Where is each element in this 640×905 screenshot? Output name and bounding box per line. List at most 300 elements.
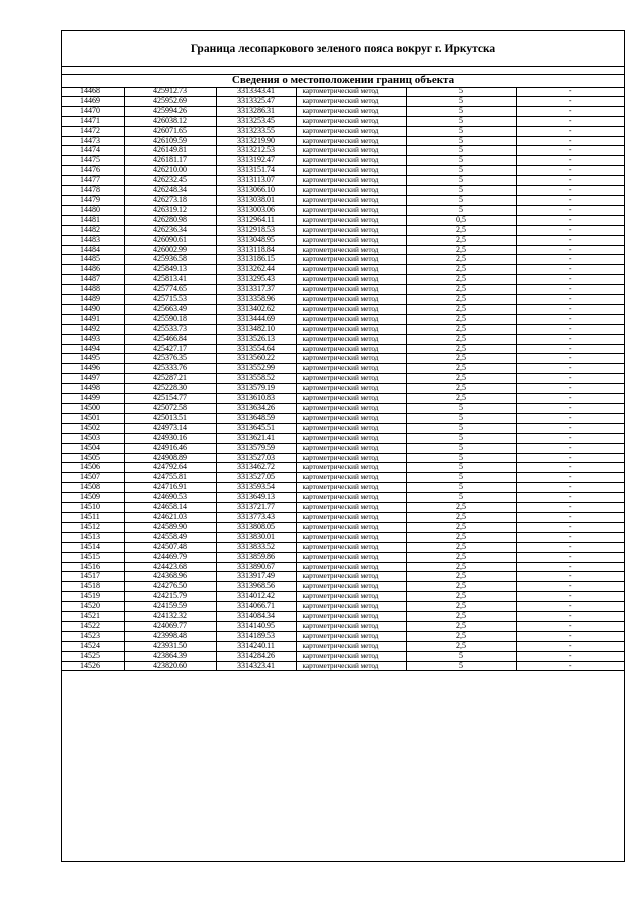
table-row [62, 106, 624, 116]
note-cell: - [516, 542, 624, 552]
coord-x-cell: 425333.76 [124, 364, 216, 374]
coord-y-cell: 3313610.83 [216, 394, 296, 404]
accuracy-cell: 2,5 [406, 522, 516, 532]
coord-y-cell: 3313579.59 [216, 443, 296, 453]
method-cell: картометрический метод [296, 453, 406, 463]
coord-x-cell: 426002.99 [124, 245, 216, 255]
accuracy-cell: 5 [406, 661, 516, 671]
table-row [62, 612, 624, 622]
table-row [62, 265, 624, 275]
point-number-cell: 14507 [62, 473, 124, 483]
table-row [62, 146, 624, 156]
point-number-cell: 14495 [62, 354, 124, 364]
point-number-cell: 14516 [62, 562, 124, 572]
coord-x-cell: 424215.79 [124, 592, 216, 602]
coord-y-cell: 3313192.47 [216, 156, 296, 166]
coord-x-cell: 425774.65 [124, 285, 216, 295]
table-row [62, 542, 624, 552]
table-row [62, 562, 624, 572]
accuracy-cell: 5 [406, 443, 516, 453]
accuracy-cell: 2,5 [406, 552, 516, 562]
accuracy-cell: 2,5 [406, 532, 516, 542]
document-frame [61, 30, 625, 862]
method-cell: картометрический метод [296, 592, 406, 602]
point-number-cell: 14524 [62, 641, 124, 651]
point-number-cell: 14504 [62, 443, 124, 453]
coord-x-cell: 425533.73 [124, 324, 216, 334]
coord-y-cell: 3313462.72 [216, 463, 296, 473]
point-number-cell: 14482 [62, 225, 124, 235]
table-row [62, 126, 624, 136]
table-row [62, 572, 624, 582]
point-number-cell: 14488 [62, 285, 124, 295]
method-cell: картометрический метод [296, 374, 406, 384]
document-title: Граница лесопаркового зеленого пояса вокруг г. Иркутска [62, 31, 624, 67]
table-row [62, 324, 624, 334]
coord-x-cell: 426280.98 [124, 215, 216, 225]
accuracy-cell: 5 [406, 106, 516, 116]
table-row [62, 374, 624, 384]
point-number-cell: 14518 [62, 582, 124, 592]
accuracy-cell: 2,5 [406, 235, 516, 245]
point-number-cell: 14472 [62, 126, 124, 136]
table-row [62, 413, 624, 423]
point-number-cell: 14478 [62, 186, 124, 196]
coord-x-cell: 424792.64 [124, 463, 216, 473]
coord-y-cell: 3313648.59 [216, 413, 296, 423]
method-cell: картометрический метод [296, 275, 406, 285]
coord-x-cell: 424908.89 [124, 453, 216, 463]
accuracy-cell: 5 [406, 156, 516, 166]
coord-y-cell: 3313917.49 [216, 572, 296, 582]
coord-x-cell: 426181.17 [124, 156, 216, 166]
method-cell: картометрический метод [296, 512, 406, 522]
accuracy-cell: 2,5 [406, 572, 516, 582]
table-row [62, 275, 624, 285]
table-row [62, 354, 624, 364]
method-cell: картометрический метод [296, 651, 406, 661]
method-cell: картометрический метод [296, 354, 406, 364]
coord-y-cell: 3313151.74 [216, 166, 296, 176]
note-cell: - [516, 285, 624, 295]
accuracy-cell: 2,5 [406, 245, 516, 255]
note-cell: - [516, 562, 624, 572]
coord-y-cell: 3313402.62 [216, 304, 296, 314]
coord-x-cell: 423864.39 [124, 651, 216, 661]
accuracy-cell: 5 [406, 651, 516, 661]
method-cell: картометрический метод [296, 602, 406, 612]
accuracy-cell: 5 [406, 493, 516, 503]
table-row [62, 592, 624, 602]
note-cell: - [516, 106, 624, 116]
coord-x-cell: 425427.17 [124, 344, 216, 354]
method-cell: картометрический метод [296, 225, 406, 235]
method-cell: картометрический метод [296, 413, 406, 423]
coord-x-cell: 425994.26 [124, 106, 216, 116]
table-row [62, 96, 624, 106]
note-cell: - [516, 433, 624, 443]
coord-x-cell: 424589.90 [124, 522, 216, 532]
coord-y-cell: 3313558.52 [216, 374, 296, 384]
point-number-cell: 14490 [62, 304, 124, 314]
point-number-cell: 14485 [62, 255, 124, 265]
note-cell: - [516, 116, 624, 126]
coord-x-cell: 424132.32 [124, 612, 216, 622]
point-number-cell: 14497 [62, 374, 124, 384]
coord-y-cell: 3313808.05 [216, 522, 296, 532]
coord-y-cell: 3313048.95 [216, 235, 296, 245]
coord-x-cell: 425936.58 [124, 255, 216, 265]
note-cell: - [516, 522, 624, 532]
coordinates-table [62, 87, 624, 671]
table-row [62, 503, 624, 513]
coord-x-cell: 425590.18 [124, 314, 216, 324]
method-cell: картометрический метод [296, 522, 406, 532]
coord-y-cell: 3313066.10 [216, 186, 296, 196]
coord-y-cell: 3313444.69 [216, 314, 296, 324]
method-cell: картометрический метод [296, 186, 406, 196]
method-cell: картометрический метод [296, 612, 406, 622]
table-row [62, 285, 624, 295]
table-row [62, 235, 624, 245]
accuracy-cell: 5 [406, 205, 516, 215]
coord-x-cell: 424916.46 [124, 443, 216, 453]
table-row [62, 314, 624, 324]
table-row [62, 661, 624, 671]
coord-y-cell: 3313113.07 [216, 176, 296, 186]
method-cell: картометрический метод [296, 552, 406, 562]
coord-x-cell: 424507.48 [124, 542, 216, 552]
accuracy-cell: 5 [406, 186, 516, 196]
accuracy-cell: 5 [406, 453, 516, 463]
method-cell: картометрический метод [296, 463, 406, 473]
table-row [62, 304, 624, 314]
note-cell: - [516, 443, 624, 453]
note-cell: - [516, 592, 624, 602]
note-cell: - [516, 404, 624, 414]
coord-x-cell: 424930.16 [124, 433, 216, 443]
table-row [62, 295, 624, 305]
note-cell: - [516, 215, 624, 225]
method-cell: картометрический метод [296, 394, 406, 404]
coord-y-cell: 3313482.10 [216, 324, 296, 334]
coord-x-cell: 425376.35 [124, 354, 216, 364]
coord-y-cell: 3314084.34 [216, 612, 296, 622]
note-cell: - [516, 532, 624, 542]
coord-x-cell: 426248.34 [124, 186, 216, 196]
note-cell: - [516, 631, 624, 641]
point-number-cell: 14522 [62, 621, 124, 631]
coord-x-cell: 424368.96 [124, 572, 216, 582]
point-number-cell: 14489 [62, 295, 124, 305]
method-cell: картометрический метод [296, 344, 406, 354]
method-cell: картометрический метод [296, 562, 406, 572]
coord-y-cell: 3313527.03 [216, 453, 296, 463]
table-row [62, 443, 624, 453]
table-row [62, 631, 624, 641]
accuracy-cell: 2,5 [406, 364, 516, 374]
note-cell: - [516, 176, 624, 186]
coord-y-cell: 3313552.99 [216, 364, 296, 374]
coord-x-cell: 424755.81 [124, 473, 216, 483]
coord-y-cell: 3314284.26 [216, 651, 296, 661]
method-cell: картометрический метод [296, 265, 406, 275]
point-number-cell: 14508 [62, 483, 124, 493]
coord-y-cell: 3313527.05 [216, 473, 296, 483]
accuracy-cell: 5 [406, 473, 516, 483]
note-cell: - [516, 245, 624, 255]
coord-y-cell: 3313579.19 [216, 384, 296, 394]
coord-x-cell: 424716.91 [124, 483, 216, 493]
table-row [62, 116, 624, 126]
coord-y-cell: 3313253.45 [216, 116, 296, 126]
coord-y-cell: 3313038.01 [216, 195, 296, 205]
coord-y-cell: 3313890.67 [216, 562, 296, 572]
coord-y-cell: 3313621.41 [216, 433, 296, 443]
method-cell: картометрический метод [296, 443, 406, 453]
accuracy-cell: 2,5 [406, 295, 516, 305]
coord-y-cell: 3313212.53 [216, 146, 296, 156]
note-cell: - [516, 265, 624, 275]
note-cell: - [516, 126, 624, 136]
point-number-cell: 14501 [62, 413, 124, 423]
point-number-cell: 14481 [62, 215, 124, 225]
coord-y-cell: 3313634.26 [216, 404, 296, 414]
table-row [62, 225, 624, 235]
coord-y-cell: 3313186.15 [216, 255, 296, 265]
point-number-cell: 14491 [62, 314, 124, 324]
coord-x-cell: 425072.58 [124, 404, 216, 414]
coord-x-cell: 426232.45 [124, 176, 216, 186]
coord-x-cell: 425466.84 [124, 334, 216, 344]
coord-x-cell: 423998.48 [124, 631, 216, 641]
coord-x-cell: 424469.79 [124, 552, 216, 562]
note-cell: - [516, 572, 624, 582]
accuracy-cell: 0,5 [406, 215, 516, 225]
coord-y-cell: 3313358.96 [216, 295, 296, 305]
coordinates-table-body [62, 87, 624, 671]
table-row [62, 205, 624, 215]
table-row [62, 156, 624, 166]
accuracy-cell: 2,5 [406, 512, 516, 522]
method-cell: картометрический метод [296, 483, 406, 493]
method-cell: картометрический метод [296, 116, 406, 126]
accuracy-cell: 2,5 [406, 324, 516, 334]
accuracy-cell: 2,5 [406, 374, 516, 384]
accuracy-cell: 2,5 [406, 394, 516, 404]
coord-x-cell: 426071.65 [124, 126, 216, 136]
note-cell: - [516, 413, 624, 423]
note-cell: - [516, 334, 624, 344]
coord-y-cell: 3313325.47 [216, 96, 296, 106]
table-row [62, 552, 624, 562]
accuracy-cell: 5 [406, 404, 516, 414]
coord-y-cell: 3313317.37 [216, 285, 296, 295]
accuracy-cell: 2,5 [406, 612, 516, 622]
accuracy-cell: 2,5 [406, 255, 516, 265]
accuracy-cell: 2,5 [406, 641, 516, 651]
table-row [62, 493, 624, 503]
note-cell: - [516, 136, 624, 146]
table-row [62, 483, 624, 493]
accuracy-cell: 2,5 [406, 285, 516, 295]
coord-x-cell: 424973.14 [124, 423, 216, 433]
accuracy-cell: 2,5 [406, 621, 516, 631]
point-number-cell: 14469 [62, 96, 124, 106]
note-cell: - [516, 453, 624, 463]
point-number-cell: 14511 [62, 512, 124, 522]
coord-x-cell: 426109.59 [124, 136, 216, 146]
table-row [62, 522, 624, 532]
table-row [62, 512, 624, 522]
table-row [62, 602, 624, 612]
point-number-cell: 14510 [62, 503, 124, 513]
method-cell: картометрический метод [296, 96, 406, 106]
point-number-cell: 14505 [62, 453, 124, 463]
point-number-cell: 14473 [62, 136, 124, 146]
table-row [62, 532, 624, 542]
coord-x-cell: 425287.21 [124, 374, 216, 384]
note-cell: - [516, 503, 624, 513]
coord-x-cell: 426319.12 [124, 205, 216, 215]
coord-x-cell: 424276.50 [124, 582, 216, 592]
method-cell: картометрический метод [296, 423, 406, 433]
accuracy-cell: 2,5 [406, 314, 516, 324]
note-cell: - [516, 166, 624, 176]
note-cell: - [516, 344, 624, 354]
point-number-cell: 14479 [62, 195, 124, 205]
point-number-cell: 14483 [62, 235, 124, 245]
method-cell: картометрический метод [296, 542, 406, 552]
point-number-cell: 14474 [62, 146, 124, 156]
coord-y-cell: 3313262.44 [216, 265, 296, 275]
point-number-cell: 14523 [62, 631, 124, 641]
point-number-cell: 14484 [62, 245, 124, 255]
note-cell: - [516, 304, 624, 314]
table-row [62, 87, 624, 96]
accuracy-cell: 2,5 [406, 562, 516, 572]
coord-x-cell: 425813.41 [124, 275, 216, 285]
coord-x-cell: 424558.49 [124, 532, 216, 542]
method-cell: картометрический метод [296, 285, 406, 295]
method-cell: картометрический метод [296, 146, 406, 156]
note-cell: - [516, 255, 624, 265]
note-cell: - [516, 354, 624, 364]
point-number-cell: 14526 [62, 661, 124, 671]
accuracy-cell: 5 [406, 195, 516, 205]
point-number-cell: 14512 [62, 522, 124, 532]
coord-y-cell: 3314323.41 [216, 661, 296, 671]
accuracy-cell: 5 [406, 116, 516, 126]
note-cell: - [516, 364, 624, 374]
accuracy-cell: 2,5 [406, 354, 516, 364]
point-number-cell: 14514 [62, 542, 124, 552]
coord-x-cell: 424159.59 [124, 602, 216, 612]
coord-x-cell: 423931.50 [124, 641, 216, 651]
accuracy-cell: 5 [406, 146, 516, 156]
table-row [62, 641, 624, 651]
accuracy-cell: 2,5 [406, 602, 516, 612]
method-cell: картометрический метод [296, 503, 406, 513]
method-cell: картометрический метод [296, 166, 406, 176]
table-row [62, 404, 624, 414]
point-number-cell: 14493 [62, 334, 124, 344]
method-cell: картометрический метод [296, 126, 406, 136]
table-row [62, 255, 624, 265]
accuracy-cell: 5 [406, 126, 516, 136]
method-cell: картометрический метод [296, 334, 406, 344]
note-cell: - [516, 394, 624, 404]
table-row [62, 344, 624, 354]
point-number-cell: 14498 [62, 384, 124, 394]
method-cell: картометрический метод [296, 433, 406, 443]
coord-y-cell: 3313003.06 [216, 205, 296, 215]
note-cell: - [516, 195, 624, 205]
accuracy-cell: 2,5 [406, 542, 516, 552]
method-cell: картометрический метод [296, 136, 406, 146]
point-number-cell: 14503 [62, 433, 124, 443]
table-row [62, 463, 624, 473]
note-cell: - [516, 552, 624, 562]
note-cell: - [516, 205, 624, 215]
note-cell: - [516, 314, 624, 324]
accuracy-cell: 2,5 [406, 384, 516, 394]
method-cell: картометрический метод [296, 641, 406, 651]
point-number-cell: 14468 [62, 87, 124, 96]
coord-x-cell: 425849.13 [124, 265, 216, 275]
point-number-cell: 14492 [62, 324, 124, 334]
coord-x-cell: 425013.51 [124, 413, 216, 423]
section-subtitle: Сведения о местоположении границ объекта [62, 74, 624, 88]
coord-x-cell: 425715.53 [124, 295, 216, 305]
note-cell: - [516, 582, 624, 592]
coord-y-cell: 3313968.56 [216, 582, 296, 592]
coord-x-cell: 425228.30 [124, 384, 216, 394]
method-cell: картометрический метод [296, 532, 406, 542]
coord-y-cell: 3314140.95 [216, 621, 296, 631]
accuracy-cell: 5 [406, 413, 516, 423]
accuracy-cell: 2,5 [406, 275, 516, 285]
accuracy-cell: 5 [406, 96, 516, 106]
accuracy-cell: 5 [406, 176, 516, 186]
table-row [62, 582, 624, 592]
point-number-cell: 14494 [62, 344, 124, 354]
accuracy-cell: 2,5 [406, 304, 516, 314]
coord-y-cell: 3314012.42 [216, 592, 296, 602]
point-number-cell: 14513 [62, 532, 124, 542]
accuracy-cell: 5 [406, 136, 516, 146]
note-cell: - [516, 423, 624, 433]
coord-x-cell: 424658.14 [124, 503, 216, 513]
method-cell: картометрический метод [296, 205, 406, 215]
coord-y-cell: 3313219.90 [216, 136, 296, 146]
coord-y-cell: 3313233.55 [216, 126, 296, 136]
table-row [62, 621, 624, 631]
coord-x-cell: 424069.77 [124, 621, 216, 631]
note-cell: - [516, 146, 624, 156]
point-number-cell: 14506 [62, 463, 124, 473]
coord-y-cell: 3312964.11 [216, 215, 296, 225]
method-cell: картометрический метод [296, 87, 406, 96]
point-number-cell: 14509 [62, 493, 124, 503]
coord-x-cell: 423820.60 [124, 661, 216, 671]
table-row [62, 186, 624, 196]
table-row [62, 176, 624, 186]
accuracy-cell: 2,5 [406, 225, 516, 235]
point-number-cell: 14496 [62, 364, 124, 374]
table-row [62, 166, 624, 176]
method-cell: картометрический метод [296, 255, 406, 265]
